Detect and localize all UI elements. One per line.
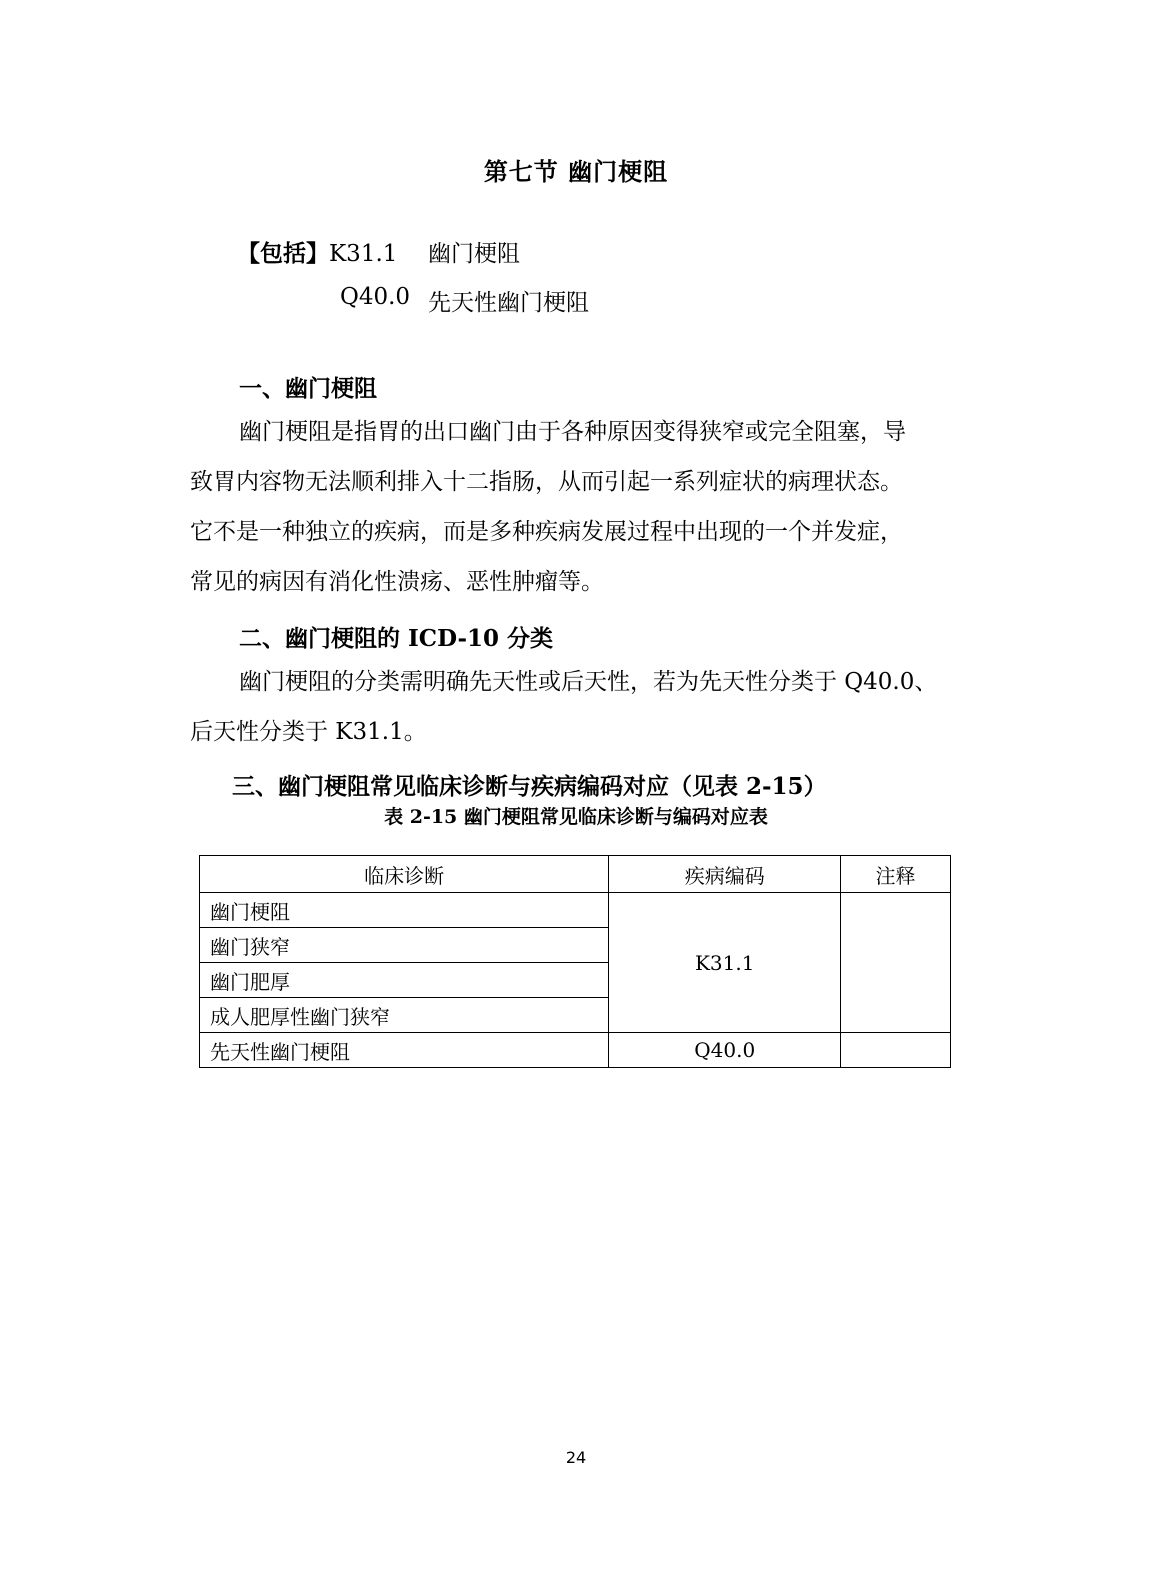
table-row bbox=[200, 1033, 951, 1068]
code-cell: Q40.0 bbox=[609, 1033, 841, 1068]
section-heading-2: 二、幽门梗阻的 ICD-10 分类 bbox=[239, 625, 554, 652]
note-cell bbox=[841, 1033, 951, 1068]
paragraph-line: 致胃内容物无法顺利排入十二指肠，从而引起一系列症状的病理状态。 bbox=[190, 469, 903, 495]
diagnosis-cell: 幽门狭窄 bbox=[200, 928, 609, 963]
section-title: 第七节 幽门梗阻 bbox=[483, 157, 669, 186]
paragraph-line: 后天性分类于 K31.1。 bbox=[190, 719, 427, 745]
section-heading-3: 三、幽门梗阻常见临床诊断与疾病编码对应（见表 2-15） bbox=[232, 773, 827, 800]
diagnosis-cell: 成人肥厚性幽门狭窄 bbox=[200, 998, 609, 1033]
note-cell bbox=[841, 893, 951, 1033]
table-caption: 表 2-15 幽门梗阻常见临床诊断与编码对应表 bbox=[384, 806, 768, 828]
code-cell: K31.1 bbox=[609, 893, 841, 1033]
table-header-row bbox=[200, 856, 951, 893]
table-row bbox=[200, 893, 951, 928]
paragraph-line: 它不是一种独立的疾病，而是多种疾病发展过程中出现的一个并发症， bbox=[190, 519, 903, 545]
page-number: 24 bbox=[565, 1448, 587, 1467]
header-diagnosis: 临床诊断 bbox=[200, 856, 609, 893]
include-name: 幽门梗阻 bbox=[428, 241, 520, 267]
paragraph-line: 幽门梗阻是指胃的出口幽门由于各种原因变得狭窄或完全阻塞，导 bbox=[239, 419, 906, 445]
includes-row-1 bbox=[237, 235, 397, 268]
diagnosis-cell: 先天性幽门梗阻 bbox=[200, 1033, 609, 1068]
diagnosis-cell: 幽门肥厚 bbox=[200, 963, 609, 998]
paragraph-line: 常见的病因有消化性溃疡、恶性肿瘤等。 bbox=[190, 569, 604, 595]
diagnosis-cell: 幽门梗阻 bbox=[200, 893, 609, 928]
include-code: Q40.0 bbox=[340, 284, 411, 310]
section-heading-1: 一、幽门梗阻 bbox=[239, 375, 377, 402]
include-code: K31.1 bbox=[329, 241, 398, 267]
header-code: 疾病编码 bbox=[609, 856, 841, 893]
includes-label: 【包括】 bbox=[237, 240, 329, 267]
include-name: 先天性幽门梗阻 bbox=[428, 290, 589, 316]
paragraph-line: 幽门梗阻的分类需明确先天性或后天性，若为先天性分类于 Q40.0、 bbox=[239, 669, 938, 695]
diagnosis-code-table bbox=[199, 855, 951, 1068]
header-note: 注释 bbox=[841, 856, 951, 893]
